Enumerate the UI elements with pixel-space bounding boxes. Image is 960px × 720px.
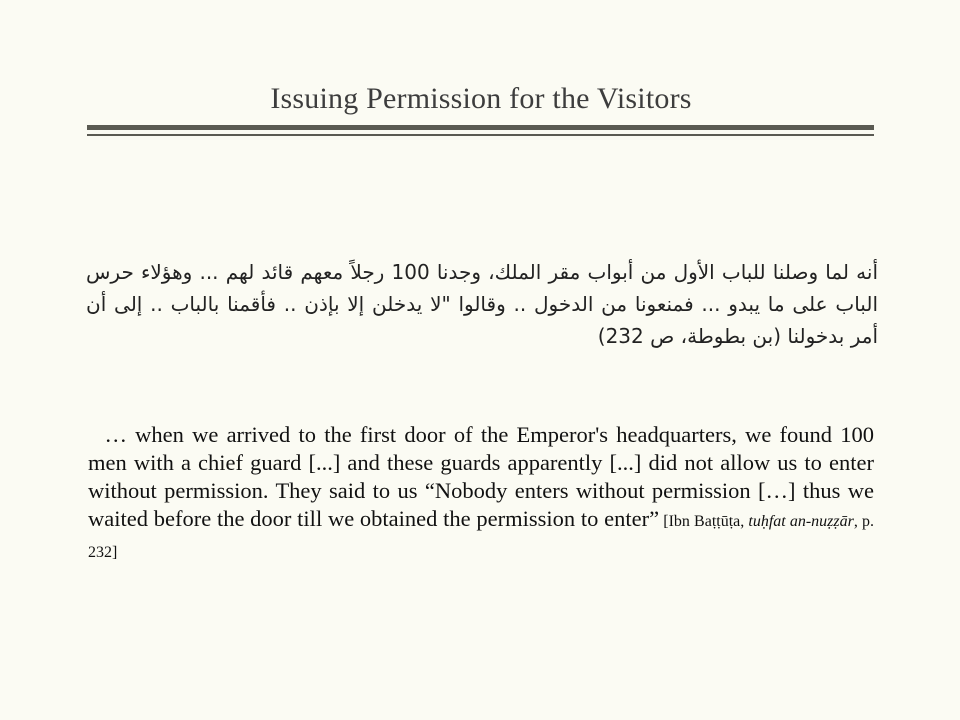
title-underline-thin <box>87 134 874 136</box>
english-quote-paragraph <box>88 421 874 567</box>
arabic-quote: أنه لما وصلنا للباب الأول من أبواب مقر الملك، وجدنا 100 رجلاً معهم قائد لهم ... وهؤلاء حرس الباب على ما يبدو ... فمنعونا من الدخول .. وقالوا "لا يدخلن إلا بإذن .. فأقمنا بالباب .. إلى أن أمر بدخولنا (بن بطوطة، ص 232) <box>86 260 878 348</box>
slide-title: Issuing Permission for the Visitors <box>270 82 692 115</box>
citation-title: tuḥfat an-nuẓẓār <box>748 513 854 530</box>
english-quote: … when we arrived to the first door of the Emperor's headquarters, we found 100 men with a chief guard [...] and these guards apparently [...] did not allow us to enter without permission. They said to us “Nobody enters without permission […] thus we waited before the door till we obtained the permission to enter” <box>88 422 874 531</box>
citation-suffix: , p. 232] <box>88 513 875 561</box>
title-underline-thick <box>87 125 874 130</box>
citation-prefix: [Ibn Baṭṭūṭa, <box>659 513 749 530</box>
